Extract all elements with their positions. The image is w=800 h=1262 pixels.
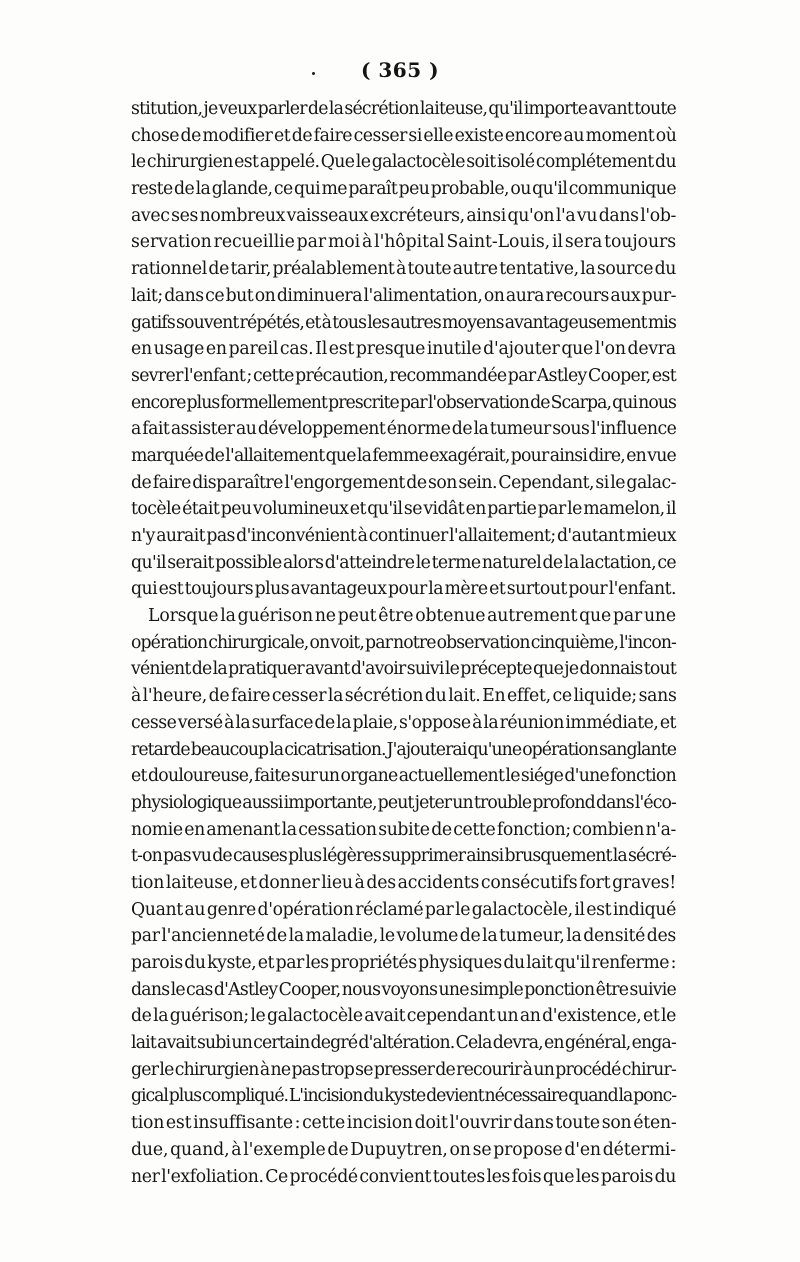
text-line: vénient de la pratiquer avant d'avoir suivi le précepte que je donnais tout xyxy=(131,659,676,680)
text-line: marquée de l'allaitement que la femme exagérait, pour ainsi dire, en vue xyxy=(131,445,676,466)
text-line: de la guérison; le galactocèle avait cependant un an d'existence, et le xyxy=(131,1006,676,1027)
header-dot xyxy=(312,72,315,75)
text-line: due, quand, à l'exemple de Dupuytren, on se propose d'en détermi- xyxy=(131,1139,676,1160)
text-line: lait; dans ce but on diminuera l'alimentation, on aura recours aux pur- xyxy=(131,285,676,306)
text-line: a fait assister au développement énorme de la tumeur sous l'influence xyxy=(131,419,677,440)
text-line: de faire disparaître l'engorgement de son sein. Cependant, si le galac- xyxy=(131,472,676,493)
text-line: reste de la glande, ce qui me paraît peu probable, ou qu'il communique xyxy=(131,179,676,200)
text-line: le chirurgien est appelé. Que le galactocèle soit isolé complétement du xyxy=(131,152,676,173)
text-line: en usage en pareil cas. Il est presque inutile d'ajouter que l'on devra xyxy=(131,339,676,360)
text-line: lait avait subi un certain degré d'altération. Cela devra, en général, enga- xyxy=(131,1033,676,1054)
text-line: Quant au genre d'opération réclamé par le galactocèle, il est indiqué xyxy=(131,899,676,920)
text-line: gatifs souvent répétés, et à tous les autres moyens avantageusement mis xyxy=(131,312,676,333)
text-line: par l'ancienneté de la maladie, le volume de la tumeur, la densité des xyxy=(131,926,676,947)
text-line: chose de modifier et de faire cesser si elle existe encore au moment où xyxy=(131,125,677,146)
text-line: à l'heure, de faire cesser la sécrétion du lait. En effet, ce liquide; sans xyxy=(131,686,677,707)
text-line: t-on pas vu de causes plus légères supprimer ainsi brusquement la sécré- xyxy=(131,846,676,867)
body-text xyxy=(131,96,676,1190)
page-number: ( 365 ) xyxy=(360,58,440,82)
text-line: ger le chirurgien à ne pas trop se presser de recourir à un procédé chirur- xyxy=(131,1059,676,1080)
text-line: dans le cas d'Astley Cooper, nous voyons une simple ponction être suivie xyxy=(131,979,676,1000)
text-line: gical plus compliqué. L'incision du kyste devient nécessaire quand la ponc- xyxy=(131,1086,676,1107)
text-line: avec ses nombreux vaisseaux excréteurs, ainsi qu'on l'a vu dans l'ob- xyxy=(131,205,677,226)
text-line: cesse versé à la surface de la plaie, s'oppose à la réunion immédiate, et xyxy=(131,712,676,733)
text-line: opération chirurgicale, on voit, par notre observation cinquième, l'incon- xyxy=(131,632,676,653)
text-line: n'y aurait pas d'inconvénient à continuer l'allaitement; d'autant mieux xyxy=(131,526,676,546)
text-line: encore plus formellement prescrite par l'observation de Scarpa, qui nous xyxy=(131,392,676,413)
text-line: parois du kyste, et par les propriétés physiques du lait qu'il renferme : xyxy=(131,953,676,973)
text-line: ner l'exfoliation. Ce procédé convient toutes les fois que les parois du xyxy=(131,1166,676,1187)
text-line: servation recueillie par moi à l'hôpital Saint-Louis, il sera toujours xyxy=(131,232,676,253)
text-line: tion est insuffisante : cette incision doit l'ouvrir dans toute son éten- xyxy=(131,1113,677,1134)
text-line: qu'il serait possible alors d'atteindre le terme naturel de la lactation, ce xyxy=(131,552,676,573)
text-line: et douloureuse, faite sur un organe actuellement le siége d'une fonction xyxy=(131,766,676,787)
text-line: physiologique aussi importante, peut jeter un trouble profond dans l'éco- xyxy=(131,792,676,813)
page-header xyxy=(0,58,800,82)
text-line: sevrer l'enfant ; cette précaution, recommandée par Astley Cooper, est xyxy=(131,365,676,386)
text-line: tion laiteuse, et donner lieu à des accidents consécutifs fort graves! xyxy=(131,872,676,893)
text-line: tocèle était peu volumineux et qu'il se vidât en partie par le mamelon, il xyxy=(131,499,676,520)
text-line: nomie en amenant la cessation subite de cette fonction; combien n'a- xyxy=(131,819,676,840)
text-line: retarde beaucoup la cicatrisation. J'ajouterai qu'une opération sanglante xyxy=(131,739,676,760)
text-line: Lorsque la guérison ne peut être obtenue autrement que par une xyxy=(148,606,676,627)
text-line: stitution, je veux parler de la sécrétion laiteuse, qu'il importe avant toute xyxy=(131,99,676,119)
text-line: rationnel de tarir, préalablement à toute autre tentative, la source du xyxy=(131,259,676,280)
text-line: qui est toujours plus avantageux pour la mère et surtout pour l'enfant. xyxy=(131,579,676,600)
